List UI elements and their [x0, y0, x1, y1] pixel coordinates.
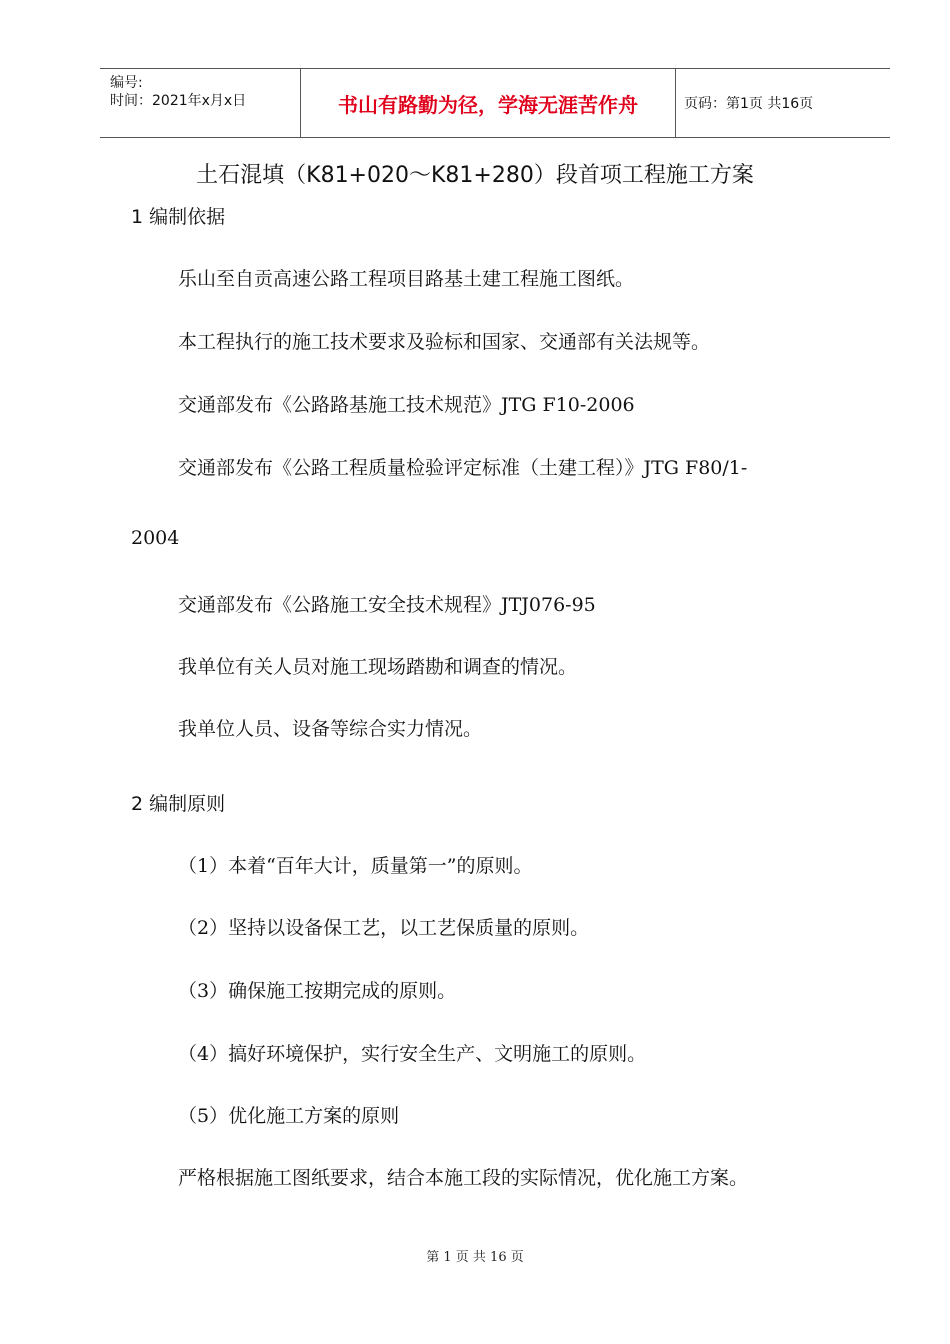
page-footer: 第 1 页 共 16 页 — [426, 1250, 524, 1265]
paragraph: 我单位人员、设备等综合实力情况。 — [178, 718, 483, 740]
document-time-label: 时间：2021年x月x日 — [110, 93, 247, 109]
paragraph: 乐山至自贡高速公路工程项目路基土建工程施工图纸。 — [178, 268, 635, 290]
document-title: 土石混填（K81+020～K81+280）段首项工程施工方案 — [196, 163, 754, 188]
paragraph: 2004 — [131, 527, 180, 549]
section-heading-2: 2 编制原则 — [131, 793, 226, 815]
list-item: （1）本着“百年大计，质量第一”的原则。 — [178, 855, 533, 877]
paragraph: 交通部发布《公路工程质量检验评定标准（土建工程）》JTG F80/1- — [178, 457, 748, 479]
list-item: （2）坚持以设备保工艺，以工艺保质量的原则。 — [178, 917, 590, 939]
list-item: （5）优化施工方案的原则 — [178, 1105, 400, 1127]
document-number-label: 编号: — [110, 75, 143, 91]
header-page-label: 页码：第1页 共16页 — [684, 96, 814, 112]
paragraph: 交通部发布《公路施工安全技术规程》JTJ076-95 — [178, 594, 596, 616]
paragraph: 严格根据施工图纸要求，结合本施工段的实际情况，优化施工方案。 — [178, 1167, 749, 1189]
paragraph: 我单位有关人员对施工现场踏勘和调查的情况。 — [178, 656, 578, 678]
header-info — [100, 69, 301, 137]
paragraph: 本工程执行的施工技术要求及验标和国家、交通部有关法规等。 — [178, 331, 711, 353]
list-item: （4）搞好环境保护，实行安全生产、文明施工的原则。 — [178, 1043, 647, 1065]
section-heading-1: 1 编制依据 — [131, 206, 226, 228]
page-header — [100, 68, 890, 138]
paragraph: 交通部发布《公路路基施工技术规范》JTG F10-2006 — [178, 394, 635, 416]
list-item: （3）确保施工按期完成的原则。 — [178, 980, 457, 1002]
header-motto: 书山有路勤为径，学海无涯苦作舟 — [301, 69, 676, 137]
